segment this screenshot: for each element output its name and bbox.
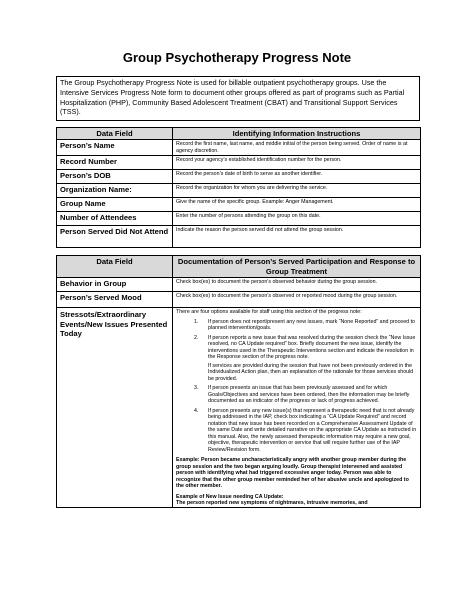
table-row <box>57 278 421 292</box>
field-instruction: Record the first name, last name, and middle initial of the person being served. Order of name is at agency discretion. <box>173 140 421 156</box>
field-instruction: Record the organization for whom you are delivering the service. <box>173 184 421 198</box>
table-row <box>57 184 421 198</box>
field-label: Organization Name: <box>57 184 173 198</box>
table2-header-instructions: Documentation of Person’s Served Participation and Response to Group Treatment <box>173 256 421 278</box>
option-text: If person reports a new issue that was resolved during the session check the “New Issue resolved, no CA Update required” box. Briefly document the new issue, identify the interventions used in the Therapeutic Interventions section and indicate the resolution in the Response section of the progress note. <box>208 334 416 361</box>
option-text: If person presents any new issue(s) that represent a therapeutic need that is not already being addressed in the IAP, check box indicating a “CA Update Required” and record notation that new issue has been recorded on a Comprehensive Assessment Update of the same Date and write detailed narrative on the appropriate CA Update as instructed in this manual. Also, the newly assessed therapeutic information may require a new goal, objective, therapeutic intervention or service that will require further use of the IAP Review/Revision form. <box>208 407 417 453</box>
instructions-table <box>56 127 421 508</box>
table-row <box>57 140 421 156</box>
table-row <box>57 292 421 308</box>
example-paragraph: Example: Person became uncharacteristically angry with another group member during the group session and the two began arguing loudly. Group therapist intervened and assisted person with identifying what had triggered excessive anger today. Person was able to recognize that the other group member reminded her of her abusive uncle and apologized to the other member. <box>176 457 409 490</box>
list-item <box>176 408 417 454</box>
option-number: 4. <box>194 407 199 414</box>
stressors-instruction-cell <box>173 308 421 508</box>
table-row <box>57 212 421 226</box>
field-label: Person’s Served Mood <box>57 292 173 308</box>
table1-header-field: Data Field <box>57 128 173 140</box>
options-list <box>176 319 417 454</box>
option-extra-text: If services are provided during the session that have not been previously ordered in the Individualized Action plan, then an explanation of the rationale for those services should be provided. <box>208 362 414 382</box>
intro-box: The Group Psychotherapy Progress Note is used for billable outpatient psychotherapy groups. Use the Intensive Services Progress Note form to document other groups offered as part of programs such as Partial Hospitalization (PHP), Community Based Adolescent Treatment (CBAT) and Transitional Support Services (TSS). <box>56 76 420 121</box>
option-text: If person does not report/present any new issues, mark “None Reported” and proceed to planned intervention/goals. <box>208 318 415 332</box>
stressors-lead: There are four options available for staff using this section of the progress note: <box>176 309 362 316</box>
field-label: Record Number <box>57 156 173 170</box>
table-row <box>57 198 421 212</box>
list-item <box>176 319 417 332</box>
table-spacer <box>57 248 421 256</box>
page-title: Group Psychotherapy Progress Note <box>122 50 352 65</box>
field-instruction: Record your agency’s established identification number for the person. <box>173 156 421 170</box>
option-number: 3. <box>194 385 199 392</box>
table-row <box>57 226 421 248</box>
option-number: 1. <box>194 318 199 325</box>
table-row <box>57 308 421 508</box>
table2-header-row <box>57 256 421 278</box>
option-text: If person presents an issue that has been previously assessed and for which Goals/Objectives and services have been ordered, then the information may be briefly documented as an indicator of the progress or lack of progress achieved. <box>208 385 410 405</box>
table-row <box>57 156 421 170</box>
list-item <box>176 385 417 405</box>
option-number: 2. <box>194 334 199 341</box>
table1-header-row <box>57 128 421 140</box>
table-row <box>57 170 421 184</box>
table2-header-field: Data Field <box>57 256 173 278</box>
list-item <box>176 335 417 383</box>
example-text: The person reported new symptoms of nightmares, intrusive memories, and <box>176 500 368 507</box>
spacer-row <box>57 248 421 256</box>
field-label: Group Name <box>57 198 173 212</box>
field-label: Person’s Name <box>57 140 173 156</box>
field-instruction: Record the person’s date of birth to serve as another identifier. <box>173 170 421 184</box>
example-label: Example of New Issue needing CA Update: <box>176 493 284 500</box>
table1-header-instructions: Identifying Information Instructions <box>173 128 421 140</box>
field-instruction: Check box(es) to document the person’s observed behavior during the group session. <box>173 278 421 292</box>
field-instruction: Indicate the reason the person served did not attend the group session. <box>173 226 421 248</box>
field-label: Person’s DOB <box>57 170 173 184</box>
field-instruction: Give the name of the specific group. Example: Anger Management. <box>173 198 421 212</box>
field-label: Person Served Did Not Attend <box>57 226 173 248</box>
field-label: Behavior in Group <box>57 278 173 292</box>
field-label: Number of Attendees <box>57 212 173 226</box>
field-instruction: Check box(es) to document the person’s observed or reported mood during the group session. <box>173 292 421 308</box>
field-instruction: Enter the number of persons attending the group on this date. <box>173 212 421 226</box>
field-label: Stressots/Extraordinary Events/New Issues Presented Today <box>57 308 173 508</box>
